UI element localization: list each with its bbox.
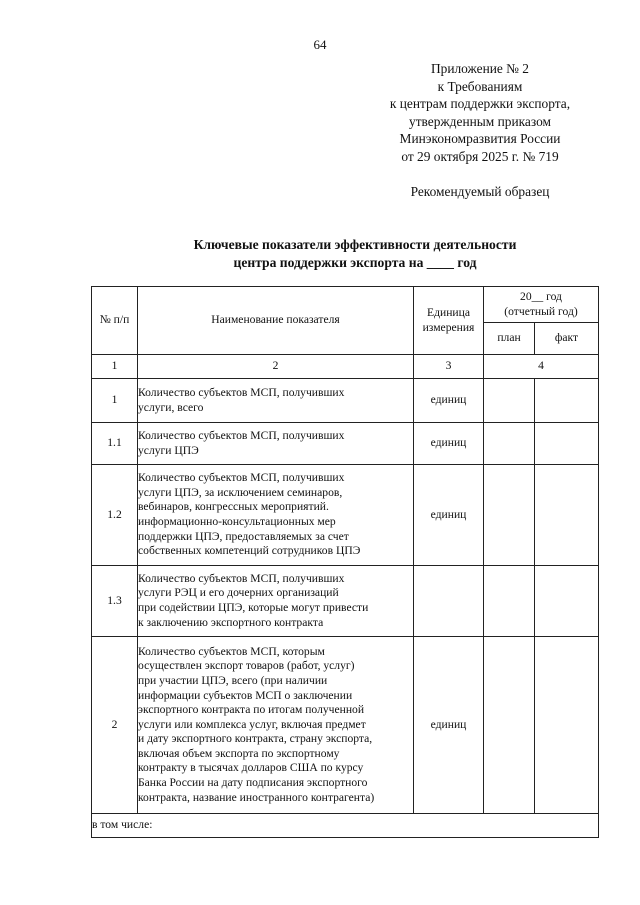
indicator-name-line: Количество субъектов МСП, получивших (138, 428, 345, 442)
indicator-name-line: осуществлен экспорт товаров (работ, услуг) (138, 659, 355, 673)
unit-cell (414, 566, 484, 637)
indicator-name (138, 465, 414, 566)
indicator-name-line: услуги, всего (138, 400, 204, 414)
plan-cell (484, 423, 535, 465)
fact-cell (535, 379, 599, 423)
indicator-name-line: при содействии ЦПЭ, которые могут привести (138, 601, 369, 614)
row-number: 1.1 (92, 423, 138, 465)
indicator-name-line: вебинаров, конгрессных мероприятий. (138, 500, 329, 514)
indicator-name-line: Банка России на дату подписания экспортного (138, 776, 368, 790)
row-number: 1.3 (92, 566, 138, 637)
indicator-name-line: и дату экспортного контракта, страну экспорта, (138, 732, 373, 746)
indicator-name (138, 423, 414, 465)
fact-cell (535, 465, 599, 566)
indicator-name-line: услуги РЭЦ и его дочерних организаций (138, 586, 339, 600)
column-number: 3 (414, 355, 484, 379)
indicator-name-line: услуги или комплекса услуг, включая предмет (138, 717, 366, 731)
appendix-line: к Требованиям (437, 78, 523, 94)
indicator-name-line: Количество субъектов МСП, получивших (138, 471, 345, 485)
header-year-line: (отчетный год) (504, 304, 578, 318)
column-number-row (92, 355, 599, 379)
row-number: 2 (92, 637, 138, 814)
indicator-name-line: Количество субъектов МСП, получивших (138, 571, 345, 585)
indicators-table (91, 286, 599, 838)
unit-cell: единиц (414, 379, 484, 423)
plan-cell (484, 465, 535, 566)
including-row (92, 814, 599, 838)
header-year (484, 287, 599, 323)
table-row (92, 637, 599, 814)
indicator-name-line: информационно-консультационных мер (138, 515, 336, 528)
plan-cell (484, 637, 535, 814)
column-number: 4 (484, 355, 599, 379)
unit-cell: единиц (414, 637, 484, 814)
appendix-line: от 29 октября 2025 г. № 719 (401, 148, 559, 164)
column-number: 2 (138, 355, 414, 379)
table-row (92, 423, 599, 465)
row-number: 1.2 (92, 465, 138, 566)
indicator-name-line: поддержки ЦПЭ, предоставляемых за счет (138, 529, 349, 543)
unit-cell: единиц (414, 423, 484, 465)
fact-cell (535, 423, 599, 465)
appendix-block (340, 60, 620, 166)
indicator-name-line: включая объем экспорта по экспортному (138, 746, 340, 760)
document-title (60, 236, 640, 272)
indicator-name-line: контракту в тысячах долларов США по курсу (138, 761, 364, 775)
indicator-name-line: Количество субъектов МСП, которым (138, 644, 325, 658)
indicator-name-line: к заключению экспортного контракта (138, 615, 324, 629)
plan-cell (484, 379, 535, 423)
indicator-name (138, 637, 414, 814)
table-row (92, 465, 599, 566)
appendix-line: к центрам поддержки экспорта, (389, 96, 571, 112)
recommended-sample-label: Рекомендуемый образец (410, 184, 550, 199)
title-line: Ключевые показатели эффективности деятельности (193, 237, 517, 252)
header-unit (414, 287, 484, 355)
indicator-name (138, 379, 414, 423)
fact-cell (535, 566, 599, 637)
appendix-line: Приложение № 2 (430, 61, 530, 76)
appendix-line: Минэкономразвития России (399, 131, 561, 147)
header-name: Наименование показателя (138, 287, 414, 355)
header-unit-line: Единица (427, 305, 470, 319)
indicator-name (138, 566, 414, 637)
indicator-name-line: информации субъектов МСП о заключении (138, 688, 353, 702)
fact-cell (535, 637, 599, 814)
header-num: № п/п (92, 287, 138, 355)
header-unit-line: измерения (422, 320, 475, 334)
indicator-name-line: Количество субъектов МСП, получивших (138, 385, 345, 399)
table-row (92, 566, 599, 637)
indicator-name-line: услуги ЦПЭ (138, 443, 199, 457)
header-fact: факт (535, 323, 599, 355)
column-number: 1 (92, 355, 138, 379)
appendix-line: утвержденным приказом (409, 113, 551, 129)
title-line: центра поддержки экспорта на ____ год (233, 255, 477, 270)
indicator-name-line: услуги ЦПЭ, за исключением семинаров, (138, 485, 343, 499)
row-number: 1 (92, 379, 138, 423)
header-plan: план (484, 323, 535, 355)
including-label: в том числе: (92, 814, 599, 838)
page-number: 64 (313, 37, 327, 52)
header-year-line: 20__ год (520, 289, 562, 303)
plan-cell (484, 566, 535, 637)
table-row (92, 379, 599, 423)
indicator-name-line: при участии ЦПЭ, всего (при наличии (138, 673, 328, 687)
indicator-name-line: экспортного контракта по итогам полученной (138, 703, 365, 717)
indicator-name-line: контракта, название иностранного контрагента) (138, 790, 375, 804)
indicator-name-line: собственных компетенций сотрудников ЦПЭ (138, 544, 361, 558)
header-row (92, 287, 599, 323)
unit-cell: единиц (414, 465, 484, 566)
